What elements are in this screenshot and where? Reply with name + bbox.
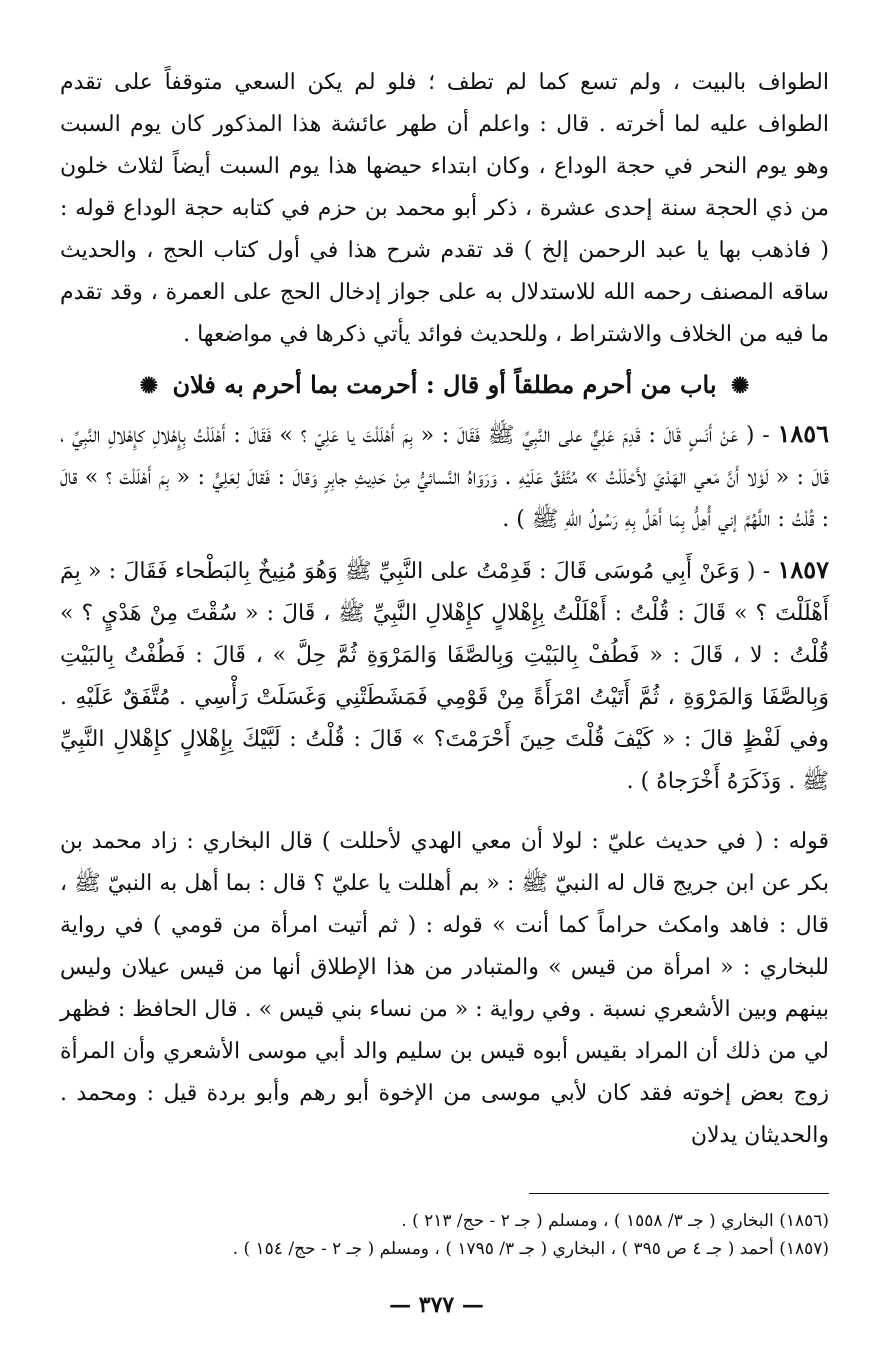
hadith-1857 bbox=[60, 549, 829, 803]
ornament-icon: ✺ bbox=[139, 373, 159, 399]
commentary-paragraph: قوله : ( في حديث عليّ : لولا أن معي الهدي لأحللت ) قال البخاري : زاد محمد بن بكر عن ابن جريج قال له النبيّ ﷺ : « بم أهللت يا عليّ ؟ قال : بما أهل به النبيّ ﷺ ، قال : فاهد وامكث حراماً كما أنت » قوله : ( ثم أتيت امرأة من قومي ) في رواية للبخاري : « امرأة من قيس » والمتبادر من هذا الإطلاق أنها من قيس عيلان وليس بينهم وبين الأشعري نسبة . وفي رواية : « من نساء بني قيس » . قال الحافظ : فظهر لي من ذلك أن المراد بقيس أبوه قيس بن سليم والد أبي موسى الأشعري وأن المرأة زوج بعض إخوته فقد كان لأبي موسى من الإخوة أبو رهم وأبو بردة قيل : ومحمد . والحديثان يدلان bbox=[60, 829, 829, 1148]
footnote-1856: (١٨٥٦) البخاري ( جـ ٣/ ١٥٥٨ ) ، ومسلم ( جـ ٢ - حج/ ٢١٣ ) . bbox=[401, 1211, 829, 1231]
top-paragraph: الطواف بالبيت ، ولم تسع كما لم تطف ؛ فلو لم يكن السعي متوقفاً على تقدم الطواف عليه لما أخرته . قال : واعلم أن طهر عائشة هذا المذكور كان يوم السبت وهو يوم النحر في حجة الوداع ، وكان ابتداء حيضها هذا يوم السبت أيضاً لثلاث خلون من ذي الحجة سنة إحدى عشرة ، ذكر أبو محمد بن حزم في كتابه حجة الوداع قوله : ( فاذهب بها يا عبد الرحمن إلخ ) قد تقدم شرح هذا في أول كتاب الحج ، والحديث ساقه المصنف رحمه الله للاستدلال به على جواز إدخال الحج على العمرة ، وقد تقدم ما فيه من الخلاف والاشتراط ، وللحديث فوائد يأتي ذكرها في مواضعها . bbox=[60, 70, 829, 347]
hadith-number: ١٨٥٦ bbox=[777, 419, 829, 448]
page-number: — ٣٧٧ — bbox=[389, 1292, 484, 1318]
hadith-text: - ( وَعَنْ أَبِي مُوسَى قَالَ : قَدِمْتُ على النَّبِيِّ ﷺ وَهُوَ مُنِيخٌ بِالبَطْحاء فَقَالَ : « بِمَ أَهْلَلْتَ ؟ » قَالَ : قُلْتُ : أَهْلَلْتُ بِإِهْلالٍ كإِهْلالِ النَّبِيِّ ﷺ ، قَالَ : « سُقْتَ مِنْ هَدْيٍ ؟ » قُلْتُ : لا ، قَالَ : « فَطُفْ بِالبَيْتِ وَبِالصَّفَا وَالمَرْوَةِ ثُمَّ حِلَّ » ، قَالَ : فَطُفْتُ بِالبَيْتِ وَبِالصَّفَا وَالمَرْوَةِ ، ثُمَّ أَتَيْتُ امْرَأَةً مِنْ قَوْمِي فَمَشَطَتْنِي وَغَسَلَتْ رَأْسِي . مُتَّفَقٌ عَلَيْهِ . وفي لَفْظٍ قالَ : « كَيْفَ قُلْتَ حِينَ أَحْرَمْتَ؟ » قَالَ : قُلْتُ : لَبَّيْكَ بِإِهْلالٍ كإِهْلالِ النَّبِيِّ ﷺ . وَذَكَرَهُ أَخْرَجاهُ ) . bbox=[60, 559, 829, 794]
hadith-1856 bbox=[60, 413, 829, 541]
ornament-icon: ✺ bbox=[730, 373, 750, 399]
page-body bbox=[60, 62, 829, 1157]
footnote-divider bbox=[529, 1193, 829, 1194]
chapter-heading-row bbox=[60, 362, 829, 409]
hadith-text: - ( عَنْ أَنَسٍ قَالَ : قَدِمَ عَلِيٌّ على النَّبِيِّ ﷺ فَقَالَ : « بِمَ أَهْلَلْتَ يا عَلِيّ ؟ » فَقَالَ : أَهْلَلْتُ بِإِهْلالِ كإِهْلالِ النَّبِيِّ ، قَالَ : « لَوْلا أَنَّ مَعي الهَدْيَ لأَحْلَلْتُ » مُتَّفَقٌ عَلَيْهِ . وَرَوَاهُ النَّسائيُّ مِنْ حَدِيثِ جابِرٍ وَقالَ : فَقالَ لِعَلِيٍّ : « بِمَ أَهْلَلْتَ ؟ » قالَ : قُلْتُ : اللَّهُمَّ إني أُهِلُّ بِمَا أَهَلَّ بِهِ رَسُولُ اللهِ ﷺ ) . bbox=[60, 423, 829, 532]
chapter-heading: باب من أحرم مطلقاً أو قال : أحرمت بما أحرم به فلان bbox=[172, 370, 717, 399]
hadith-number: ١٨٥٧ bbox=[777, 555, 829, 584]
footnote-1857: (١٨٥٧) أحمد ( جـ ٤ ص ٣٩٥ ) ، البخاري ( جـ ٣/ ١٧٩٥ ) ، ومسلم ( جـ ٢ - حج/ ١٥٤ ) . bbox=[232, 1239, 829, 1259]
